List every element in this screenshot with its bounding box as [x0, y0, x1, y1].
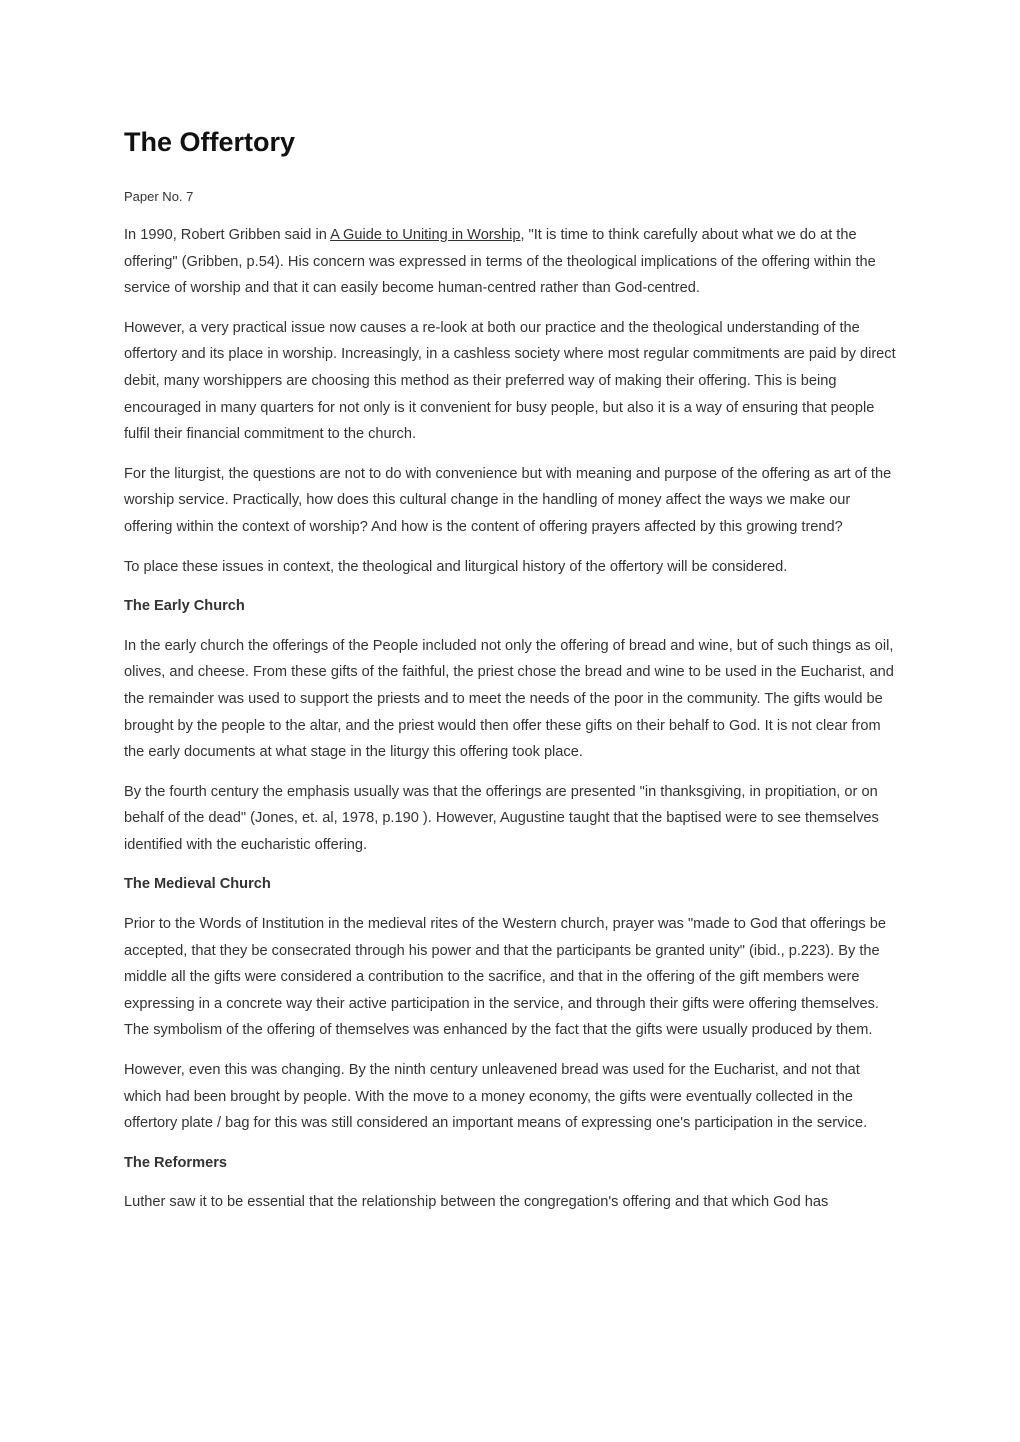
paragraph-early-church-offerings: In the early church the offerings of the People included not only the offering of bread and wine, but of such things as oil, olives, and cheese. From these gifts of the faithful, the priest chose the bread and wine to be used in the Eucharist, and the remainder was used to support the priests and to meet the needs of the poor in the community. The gifts would be brought by the people to the altar, and the priest would then offer these gifts on their behalf to God. It is not clear from the early documents at what stage in the liturgy this offering took place.	[124, 637, 894, 761]
guide-to-uniting-in-worship-link[interactable]: A Guide to Uniting in Worship	[330, 227, 521, 243]
paper-number: Paper No. 7	[124, 189, 194, 204]
paragraph-intro	[124, 222, 900, 302]
paragraph-luther: Luther saw it to be essential that the relationship between the congregation's offering and that which God has	[124, 1194, 829, 1211]
document-body	[124, 222, 900, 1229]
paragraph-ninth-century: However, even this was changing. By the ninth century unleavened bread was used for the Eucharist, and not that which had been brought by people. With the move to a money economy, the gifts were eventually collected in the offertory plate / bag for this was still considered an important means of expressing one's participation in the service.	[124, 1062, 868, 1132]
paragraph-intro-text-end: , "It is time to think carefully about what we do at the offering" (Gribben, p.54). His concern was expressed in terms of the theological implications of the offering within the service of worship and that it can easily become human-centred rather than God-centred.	[124, 227, 876, 297]
heading-medieval-church: The Medieval Church	[124, 876, 271, 893]
heading-early-church: The Early Church	[124, 598, 245, 615]
page-title: The Offertory	[124, 127, 296, 157]
heading-reformers: The Reformers	[124, 1154, 227, 1171]
paragraph-medieval-rites: Prior to the Words of Institution in the medieval rites of the Western church, prayer was "made to God that offerings be accepted, that they be consecrated through his power and that the participants be granted unity" (ibid., p.223). By the middle all the gifts were considered a contribution to the sacrifice, and that in the offering of the gift members were expressing in a concrete way their active participation in the service, and through their gifts were offering themselves. The symbolism of the offering of themselves was enhanced by the fact that the gifts were usually produced by them.	[124, 916, 887, 1039]
paragraph-liturgist: For the liturgist, the questions are not to do with convenience but with meaning and purpose of the offering as art of the worship service. Practically, how does this cultural change in the handling of money affect the ways we make our offering within the context of worship? And how is the content of offering prayers affected by this growing trend?	[124, 465, 892, 535]
paragraph-intro-text-start: In 1990, Robert Gribben said in	[124, 227, 331, 243]
paragraph-practical-issue: However, a very practical issue now causes a re-look at both our practice and the theological understanding of the offertory and its place in worship. Increasingly, in a cashless society where most regular commitments are paid by direct debit, many worshippers are choosing this method as their preferred way of making their offering. This is being encouraged in many quarters for not only is it convenient for busy people, but also it is a way of ensuring that people fulfil their financial commitment to the church.	[124, 319, 896, 443]
paragraph-fourth-century: By the fourth century the emphasis usually was that the offerings are presented "in thanksgiving, in propitiation, or on behalf of the dead" (Jones, et. al, 1978, p.190 ). However, Augustine taught that the baptised were to see themselves identified with the eucharistic offering.	[124, 783, 879, 853]
paragraph-context: To place these issues in context, the theological and liturgical history of the offertory will be considered.	[124, 558, 788, 575]
